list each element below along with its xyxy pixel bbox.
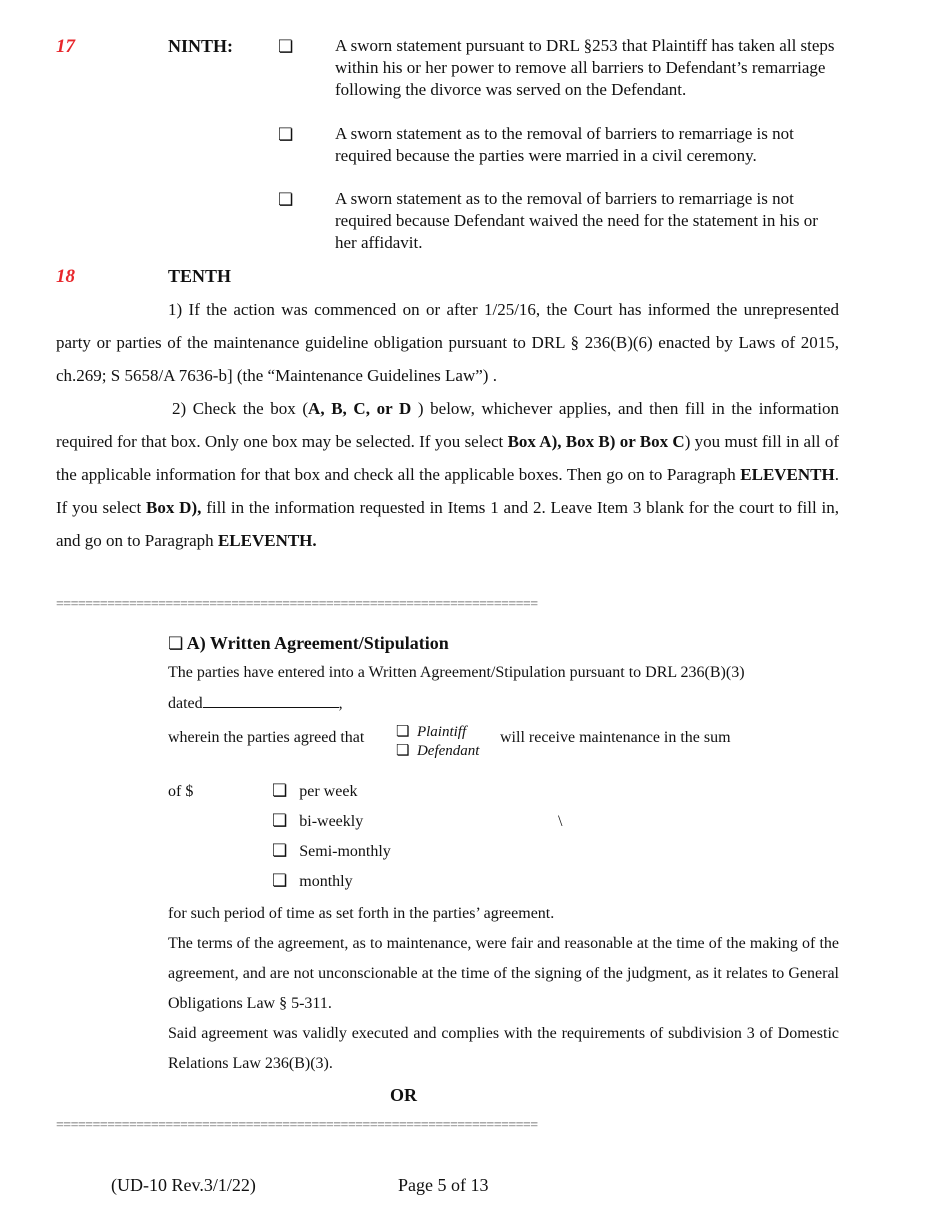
box-a-executed bbox=[168, 1019, 839, 1079]
ninth-item-1-text: A sworn statement pursuant to DRL §253 that Plaintiff has taken all steps within his or her power to remove all barriers to Defendant’s remarriage following the divorce was served on the Defendant. bbox=[335, 36, 835, 99]
monthly-label: monthly bbox=[299, 873, 353, 890]
plaintiff-checkbox[interactable]: ❏ bbox=[396, 722, 410, 740]
frequency-bi-weekly[interactable] bbox=[272, 813, 363, 831]
box-a-agreement-text: The parties have entered into a Written Agreement/Stipulation pursuant to DRL 236(B)(3) bbox=[168, 664, 745, 681]
executed-text: Said agreement was validly executed and complies with the requirements of subdivision 3 of Domestic Relations Law 236(B)(3). bbox=[168, 1025, 839, 1072]
ninth-checkbox-2[interactable]: ❏ bbox=[278, 125, 294, 145]
bi-weekly-label: bi-weekly bbox=[299, 813, 364, 830]
ninth-heading: NINTH: bbox=[168, 36, 234, 56]
tenth-paragraph-1 bbox=[56, 293, 839, 392]
frequency-per-week[interactable] bbox=[272, 783, 357, 801]
tenth-heading: TENTH bbox=[168, 266, 232, 286]
p2-bold-eleventh-end: ELEVENTH. bbox=[217, 531, 317, 550]
tenth-paragraph-2 bbox=[56, 392, 839, 557]
ninth-checkbox-1[interactable]: ❏ bbox=[278, 37, 294, 57]
ninth-item-3-text: A sworn statement as to the removal of barriers to remarriage is not required because Defendant waived the need for the statement in his or her affidavit. bbox=[335, 189, 818, 252]
p2-bold-box-d: Box D), bbox=[146, 498, 202, 517]
defendant-checkbox[interactable]: ❏ bbox=[396, 741, 410, 759]
plaintiff-option: Plaintiff bbox=[416, 724, 467, 740]
p2-text-4: . If you select bbox=[56, 465, 839, 517]
box-a-checkbox[interactable]: ❏ bbox=[168, 634, 184, 654]
sum-label: of $ bbox=[168, 783, 194, 800]
tenth-paragraph-1-text: 1) If the action was commenced on or after 1/25/16, the Court has informed the unrepresented party or parties of the maintenance guideline obligation pursuant to DRL § 236(B)(6) enacted by Laws of 2015, ch.269; S 5658/A 7636-b] (the “Maintenance Guidelines Law”) . bbox=[56, 300, 839, 385]
stray-mark: \ bbox=[558, 813, 563, 830]
page-number: Page 5 of 13 bbox=[398, 1175, 489, 1195]
ninth-item-2-text: A sworn statement as to the removal of barriers to remarriage is not required because the parties were married in a civil ceremony. bbox=[335, 124, 794, 165]
defendant-option: Defendant bbox=[416, 743, 480, 759]
p2-text-1: 2) Check the box ( bbox=[172, 399, 309, 418]
bi-weekly-checkbox[interactable]: ❏ bbox=[272, 811, 288, 831]
party-options bbox=[396, 723, 479, 761]
box-a-line1 bbox=[168, 658, 839, 688]
p2-text-2: ) below, whichever applies, and then fill in the information required for that box. Only one box may be selected. If you select bbox=[56, 399, 839, 451]
box-a-title: A) Written Agreement/Stipulation bbox=[186, 633, 449, 653]
separator-bottom: ================================================================== bbox=[56, 1118, 538, 1133]
period-text: for such period of time as set forth in the parties’ agreement. bbox=[168, 905, 555, 922]
form-id: (UD-10 Rev.3/1/22) bbox=[111, 1175, 256, 1195]
per-week-checkbox[interactable]: ❏ bbox=[272, 781, 288, 801]
paragraph-number-18: 18 bbox=[56, 266, 75, 287]
wherein-label: wherein the parties agreed that bbox=[168, 729, 365, 746]
frequency-semi-monthly[interactable] bbox=[272, 843, 391, 861]
box-a-terms bbox=[168, 929, 839, 1019]
dated-suffix: , bbox=[338, 695, 343, 712]
p2-text-5: fill in the information requested in Items 1 and 2. Leave Item 3 blank for the court to fill in, and go on to Paragraph bbox=[56, 498, 839, 550]
box-a-section bbox=[168, 628, 839, 658]
box-a-period bbox=[168, 899, 839, 929]
monthly-checkbox[interactable]: ❏ bbox=[272, 871, 288, 891]
frequency-monthly[interactable] bbox=[272, 873, 353, 891]
p2-bold-boxes: A, B, C, or D bbox=[308, 399, 412, 418]
p2-bold-eleventh: ELEVENTH bbox=[740, 465, 835, 484]
dated-field[interactable] bbox=[203, 691, 339, 708]
dated-label: dated bbox=[168, 695, 203, 712]
separator-top: ================================================================== bbox=[56, 597, 538, 612]
per-week-label: per week bbox=[299, 783, 358, 800]
semi-monthly-checkbox[interactable]: ❏ bbox=[272, 841, 288, 861]
paragraph-number-17: 17 bbox=[56, 36, 75, 57]
or-label: OR bbox=[390, 1085, 417, 1105]
will-receive-label: will receive maintenance in the sum bbox=[500, 729, 731, 746]
box-a-dated-line bbox=[168, 689, 839, 719]
p2-bold-abc: Box A), Box B) or Box C bbox=[507, 432, 685, 451]
terms-text: The terms of the agreement, as to maintenance, were fair and reasonable at the time of the making of the agreement, and are not unconscionable at the time of the signing of the judgment, as it relates to General Obligations Law § 5-311. bbox=[168, 935, 839, 1012]
semi-monthly-label: Semi-monthly bbox=[299, 843, 391, 860]
p2-text-3: ) you must fill in all of the applicable information for that box and check all the applicable boxes. Then go on to Paragraph bbox=[56, 432, 839, 484]
ninth-checkbox-3[interactable]: ❏ bbox=[278, 190, 294, 210]
